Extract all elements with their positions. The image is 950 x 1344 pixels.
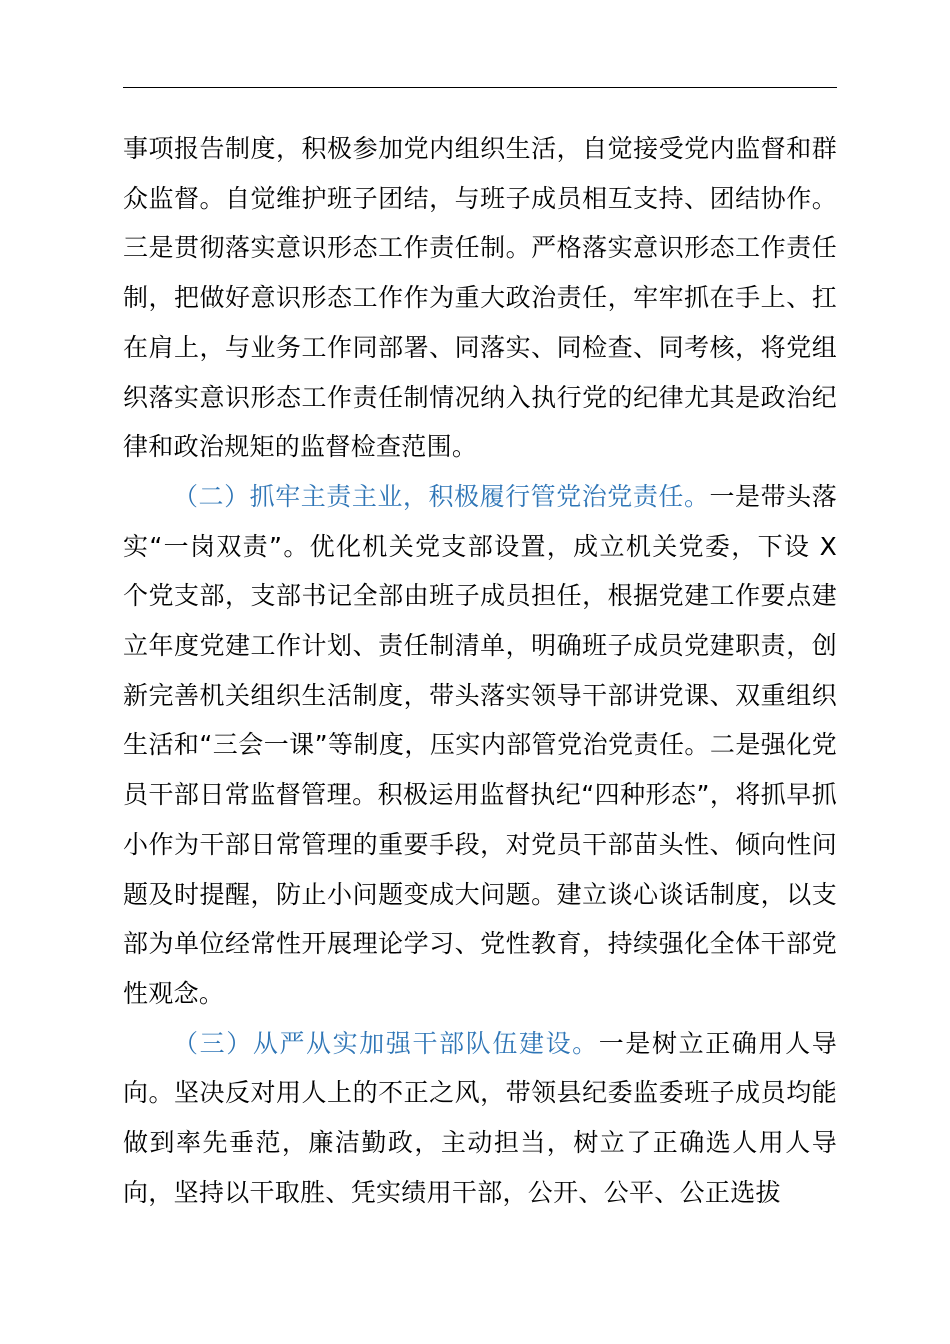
section-3-text: 一是树立正确用人导向。坚决反对用人上的不正之风，带领县纪委监委班子成员均能做到率先垂范，廉洁勤政，主动担当，树立了正确选人用人导向，坚持以干取胜、凭实绩用干部，公开、公平、公正选拔: [123, 1028, 837, 1207]
section-3-heading: （三）从严从实加强干部队伍建设。: [173, 1028, 599, 1058]
paragraph-continuation: [123, 124, 837, 472]
paragraph-1-text: 事项报告制度，积极参加党内组织生活，自觉接受党内监督和群众监督。自觉维护班子团结，与班子成员相互支持、团结协作。三是贯彻落实意识形态工作责任制。严格落实意识形态工作责任制，把做好意识形态工作作为重大政治责任，牢牢抓在手上、扛在肩上，与业务工作同部署、同落实、同检查、同考核，将党组织落实意识形态工作责任制情况纳入执行党的纪律尤其是政治纪律和政治规矩的监督检查范围。: [123, 134, 837, 462]
section-2-heading: （二）抓牢主责主业，积极履行管党治党责任。: [173, 481, 710, 511]
section-2-text: 一是带头落实“一岗双责”。优化机关党支部设置，成立机关党委，下设 X 个党支部，支部书记全部由班子成员担任，根据党建工作要点建立年度党建工作计划、责任制清单，明确班子成员党建职责，创新完善机关组织生活制度，带头落实领导干部讲党课、双重组织生活和“三会一课”等制度，压实内部管党治党责任。二是强化党员干部日常监督管理。积极运用监督执纪“四种形态”，将抓早抓小作为干部日常管理的重要手段，对党员干部苗头性、倾向性问题及时提醒，防止小问题变成大问题。建立谈心谈话制度，以支部为单位经常性开展理论学习、党性教育，持续强化全体干部党性观念。: [123, 481, 837, 1008]
body-text: [123, 124, 837, 1217]
header-rule: [123, 87, 837, 88]
paragraph-section-2: [123, 472, 837, 1019]
paragraph-section-3: [123, 1019, 837, 1218]
